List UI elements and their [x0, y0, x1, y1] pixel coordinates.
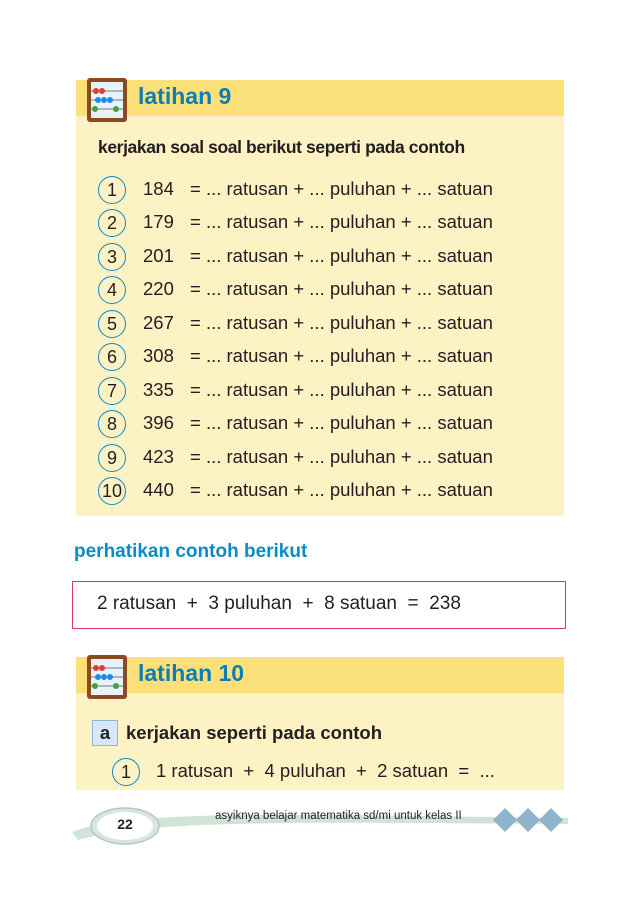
- question-number-badge: 3: [98, 243, 126, 271]
- question-row: [98, 176, 558, 206]
- question-row: [98, 243, 558, 273]
- question-value: 423: [143, 446, 174, 467]
- question-row: [98, 209, 558, 239]
- abacus-icon: [86, 654, 128, 700]
- question-value: 184: [143, 178, 174, 199]
- question-number-badge: 1: [98, 176, 126, 204]
- question-text: 1 ratusan + 4 puluhan + 2 satuan = ...: [156, 760, 495, 781]
- question-number-badge: 7: [98, 377, 126, 405]
- question-value: 335: [143, 379, 174, 400]
- question-value: 220: [143, 278, 174, 299]
- question-row: [98, 444, 558, 474]
- page-number: 22: [117, 816, 133, 832]
- diamond-ornament-icon: [493, 808, 563, 832]
- question-template: = ... ratusan + ... puluhan + ... satuan: [190, 446, 493, 467]
- question-number-badge: 2: [98, 209, 126, 237]
- question-template: = ... ratusan + ... puluhan + ... satuan: [190, 178, 493, 199]
- example-text: 2 ratusan + 3 puluhan + 8 satuan = 238: [97, 593, 461, 614]
- question-template: = ... ratusan + ... puluhan + ... satuan: [190, 379, 493, 400]
- question-row: [98, 377, 558, 407]
- question-template: = ... ratusan + ... puluhan + ... satuan: [190, 345, 493, 366]
- question-number-badge: 5: [98, 310, 126, 338]
- exercise-9-title: latihan 9: [138, 83, 232, 109]
- question-template: = ... ratusan + ... puluhan + ... satuan: [190, 479, 493, 500]
- question-template: = ... ratusan + ... puluhan + ... satuan: [190, 312, 493, 333]
- question-number-badge: 6: [98, 343, 126, 371]
- exercise-9-panel: [76, 80, 564, 516]
- question-row: [112, 758, 562, 788]
- question-value: 396: [143, 412, 174, 433]
- question-value: 308: [143, 345, 174, 366]
- question-number-badge: 8: [98, 410, 126, 438]
- question-row: [98, 310, 558, 340]
- abacus-icon: [86, 77, 128, 123]
- question-row: [98, 343, 558, 373]
- exercise-10-title: latihan 10: [138, 660, 245, 686]
- question-value: 267: [143, 312, 174, 333]
- question-template: = ... ratusan + ... puluhan + ... satuan: [190, 278, 493, 299]
- question-number-badge: 4: [98, 276, 126, 304]
- question-number-badge: 1: [112, 758, 140, 786]
- question-template: = ... ratusan + ... puluhan + ... satuan: [190, 245, 493, 266]
- question-template: = ... ratusan + ... puluhan + ... satuan: [190, 211, 493, 232]
- question-value: 179: [143, 211, 174, 232]
- book-title: asyiknya belajar matematika sd/mi untuk kelas II: [215, 810, 462, 822]
- question-value: 440: [143, 479, 174, 500]
- part-label-badge: a: [92, 720, 118, 746]
- example-heading: perhatikan contoh berikut: [74, 541, 308, 562]
- part-a-instruction: kerjakan seperti pada contoh: [126, 722, 383, 743]
- question-template: = ... ratusan + ... puluhan + ... satuan: [190, 412, 493, 433]
- exercise-10-panel: [76, 657, 564, 790]
- part-a-heading: [92, 720, 382, 746]
- question-value: 201: [143, 245, 174, 266]
- question-row: [98, 477, 558, 507]
- question-row: [98, 276, 558, 306]
- question-number-badge: 10: [98, 477, 126, 505]
- question-number-badge: 9: [98, 444, 126, 472]
- question-row: [98, 410, 558, 440]
- exercise-9-instruction: kerjakan soal soal berikut seperti pada contoh: [98, 137, 465, 157]
- example-box: [72, 581, 566, 629]
